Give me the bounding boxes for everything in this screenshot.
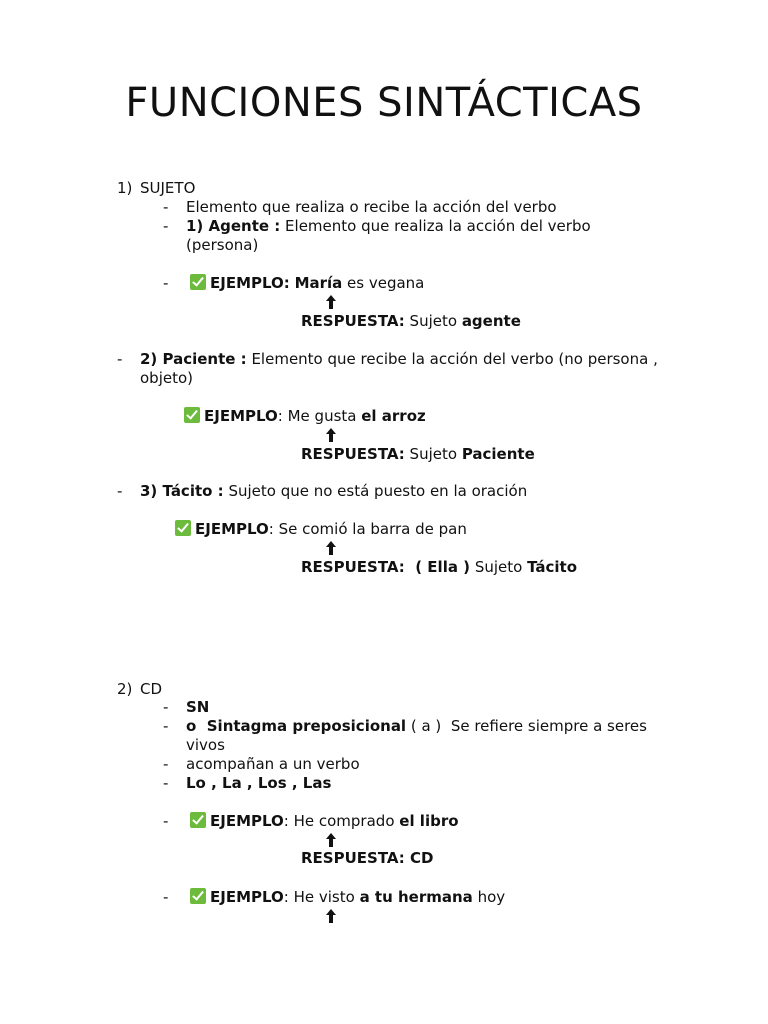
up-arrow-icon [326,428,336,442]
example-line: EJEMPLO: He comprado el libro [190,812,459,831]
list-item: acompañan a un verbo [186,755,360,773]
check-mark-icon [175,520,191,536]
check-mark-icon [190,888,206,904]
section-number: 1) [117,179,133,197]
up-arrow-icon [326,541,336,555]
list-dash: - [117,350,123,368]
check-mark-icon [184,407,200,423]
example-line: EJEMPLO: María es vegana [190,274,424,293]
list-dash: - [163,888,169,906]
list-item: o Sintagma preposicional ( a ) Se refiere siempre a seres [186,717,647,735]
list-dash: - [163,198,169,216]
paciente-definition-cont: objeto) [140,369,194,387]
paciente-definition: 2) Paciente : Elemento que recibe la acción del verbo (no persona , [140,350,658,368]
agente-definition: 1) Agente : Elemento que realiza la acción del verbo [186,217,591,235]
page-title: FUNCIONES SINTÁCTICAS [125,80,643,126]
answer-line: RESPUESTA: Sujeto Paciente [301,445,535,463]
list-dash: - [163,755,169,773]
answer-line: RESPUESTA: ( Ella ) Sujeto Tácito [301,558,578,576]
tacito-definition: 3) Tácito : Sujeto que no está puesto en la oración [140,482,528,500]
up-arrow-icon [326,295,336,309]
list-dash: - [163,717,169,735]
agente-definition-cont: (persona) [186,236,259,254]
up-arrow-icon [326,833,336,847]
list-dash: - [163,774,169,792]
list-item-cont: vivos [186,736,225,754]
list-dash: - [163,812,169,830]
list-item: SN [186,698,210,716]
check-mark-icon [190,812,206,828]
example-line: EJEMPLO: He visto a tu hermana hoy [190,888,505,907]
list-item: Lo , La , Los , Las [186,774,332,792]
list-dash: - [117,482,123,500]
example-line: EJEMPLO: Se comió la barra de pan [175,520,467,539]
up-arrow-icon [326,909,336,923]
answer-line: RESPUESTA: Sujeto agente [301,312,521,330]
answer-line: RESPUESTA: CD [301,849,434,867]
list-dash: - [163,274,169,292]
list-dash: - [163,698,169,716]
section-number: 2) [117,680,133,698]
definition-text: Elemento que realiza o recibe la acción del verbo [186,198,557,216]
example-line: EJEMPLO: Me gusta el arroz [184,407,426,426]
section-heading: SUJETO [140,179,196,197]
list-dash: - [163,217,169,235]
check-mark-icon [190,274,206,290]
section-heading: CD [140,680,163,698]
